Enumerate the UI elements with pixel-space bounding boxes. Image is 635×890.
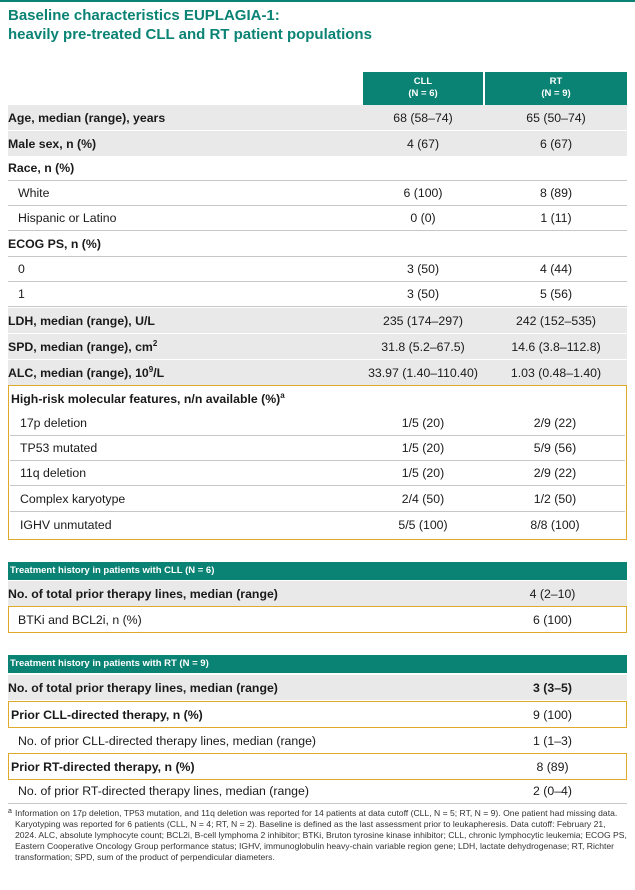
table-row [10, 487, 625, 512]
cll-value: 3 (50) [406, 262, 440, 277]
column-header-cll [363, 72, 483, 106]
cll-value: 2/4 (50) [401, 492, 445, 507]
row-label: 11q deletion [20, 466, 87, 481]
table-row [8, 607, 627, 632]
table-row [8, 206, 627, 231]
rt-label: RT [549, 76, 563, 87]
table-row [8, 131, 627, 156]
row-label: Male sex, n (%) [8, 136, 97, 151]
row-label-text: SPD, median (range), cm [8, 339, 153, 354]
row-label: No. of total prior therapy lines, median (range) [8, 680, 278, 695]
superscript: 9 [148, 364, 154, 374]
cll-history-header: Treatment history in patients with CLL (N = 6) [8, 562, 627, 580]
table-row [8, 105, 627, 130]
rt-value: 242 (152–535) [516, 313, 596, 328]
rt-value: 1/2 (50) [533, 492, 577, 507]
table-row [8, 675, 627, 700]
cll-value: 68 (58–74) [393, 110, 453, 125]
rt-value: 4 (44) [539, 262, 573, 277]
rt-value: 5 (56) [539, 287, 573, 302]
table-row [10, 411, 625, 436]
row-label-text: High-risk molecular features, n/n available (%) [11, 391, 281, 406]
value: 4 (2–10) [529, 586, 576, 601]
row-label: White [18, 186, 50, 201]
rt-value: 5/9 (56) [533, 441, 577, 456]
row-label: Hispanic or Latino [18, 211, 117, 226]
table-row [8, 334, 627, 359]
value: 2 (0–4) [533, 784, 572, 799]
table-row [8, 728, 627, 753]
title-line-2: heavily pre-treated CLL and RT patient populations [8, 26, 372, 43]
footnote-text: Information on 17p deletion, TP53 mutation, and 11q deletion was reported for 14 patients at data cutoff (CLL, N = 5; RT, N = 9). One patient had missing data. Karyotyping was reported for 6 patients (CLL, N = 4; RT, N = 2). Baseline is defined as the last assessment prior to leukapheresis. Data cutoff: February 21, 2024. ALC, absolute lymphocyte count; BCL2i, B-cell lymphoma 2 inhibitor; BTKi, Bruton tyrosine kinase inhibitor; CLL, chronic lymphocytic leukemia; ECOG PS, Eastern Cooperative Oncology Group performance status; IGHV, immunoglobulin heavy-chain variable region gene; LDH, lactate dehydrogenase; RT, Richter transformation; SPD, sum of the product of perpendicular diameters. [15, 808, 627, 862]
row-label: Prior RT-directed therapy, n (%) [11, 759, 195, 774]
superscript: a [280, 390, 285, 400]
cll-value: 31.8 (5.2–67.5) [381, 339, 465, 354]
cll-n: (N = 6) [408, 88, 438, 99]
row-label: No. of prior RT-directed therapy lines, median (range) [18, 784, 309, 799]
table-row [8, 386, 627, 411]
row-label-suffix: /L [153, 365, 165, 380]
footnote [8, 808, 627, 863]
table-row [10, 461, 625, 486]
top-rule [0, 0, 635, 2]
row-label: Complex karyotype [20, 492, 126, 507]
row-label-text: ALC, median (range), 10 [8, 365, 149, 380]
rt-value: 2/9 (22) [533, 466, 577, 481]
value: 6 (100) [533, 612, 572, 627]
row-label: 0 [18, 262, 25, 277]
superscript: 2 [152, 338, 158, 348]
row-label: BTKi and BCL2i, n (%) [18, 612, 142, 627]
row-label: TP53 mutated [20, 441, 98, 456]
table-row [8, 282, 627, 307]
cll-value: 4 (67) [406, 136, 440, 151]
rt-value: 2/9 (22) [533, 416, 577, 431]
cll-value: 235 (174–297) [383, 313, 463, 328]
row-label: IGHV unmutated [20, 517, 112, 532]
row-label: 17p deletion [20, 416, 88, 431]
row-label: Age, median (range), years [8, 110, 166, 125]
value: 3 (3–5) [533, 680, 572, 695]
row-label: 1 [18, 287, 25, 302]
row-label: Race, n (%) [8, 161, 75, 176]
cll-value: 6 (100) [403, 186, 443, 201]
cll-value: 1/5 (20) [401, 441, 445, 456]
table-row [8, 779, 627, 804]
cll-value: 5/5 (100) [398, 517, 448, 532]
title-line-1: Baseline characteristics EUPLAGIA-1: [8, 7, 280, 24]
cll-value: 0 (0) [410, 211, 436, 226]
table-row [8, 181, 627, 206]
row-label: Prior CLL-directed therapy, n (%) [11, 707, 203, 722]
cll-value: 1/5 (20) [401, 466, 445, 481]
rt-value: 1.03 (0.48–1.40) [510, 365, 602, 380]
row-label: No. of total prior therapy lines, median (range) [8, 586, 278, 601]
table-row [8, 232, 627, 257]
cll-label: CLL [413, 76, 433, 87]
rt-value: 8/8 (100) [530, 517, 580, 532]
rt-value: 14.6 (3.8–112.8) [511, 339, 601, 354]
rt-value: 1 (11) [540, 211, 572, 226]
table-row [8, 257, 627, 282]
footnote-marker: a [8, 808, 12, 815]
cll-value: 3 (50) [406, 287, 440, 302]
table-row [8, 702, 627, 727]
rt-history-header: Treatment history in patients with RT (N = 9) [8, 655, 627, 673]
table-row [10, 436, 625, 461]
row-label [8, 392, 627, 406]
table-row [8, 754, 627, 779]
row-label: No. of prior CLL-directed therapy lines, median (range) [18, 733, 317, 748]
value: 9 (100) [533, 707, 572, 722]
table-row [8, 581, 627, 606]
row-label: LDH, median (range), U/L [8, 313, 155, 328]
table-row [10, 512, 625, 537]
row-label: ECOG PS, n (%) [8, 237, 101, 252]
cll-value: 1/5 (20) [401, 416, 445, 431]
table-row [8, 360, 627, 385]
table-row [8, 308, 627, 333]
rt-n: (N = 9) [541, 88, 571, 99]
value: 8 (89) [536, 759, 569, 774]
cll-value: 33.97 (1.40–110.40) [368, 365, 478, 380]
column-header-rt [485, 72, 627, 106]
rt-value: 65 (50–74) [526, 110, 586, 125]
page-title [8, 6, 372, 44]
rt-value: 6 (67) [539, 136, 573, 151]
value: 1 (1–3) [533, 733, 572, 748]
table-row [8, 156, 627, 181]
rt-value: 8 (89) [539, 186, 573, 201]
